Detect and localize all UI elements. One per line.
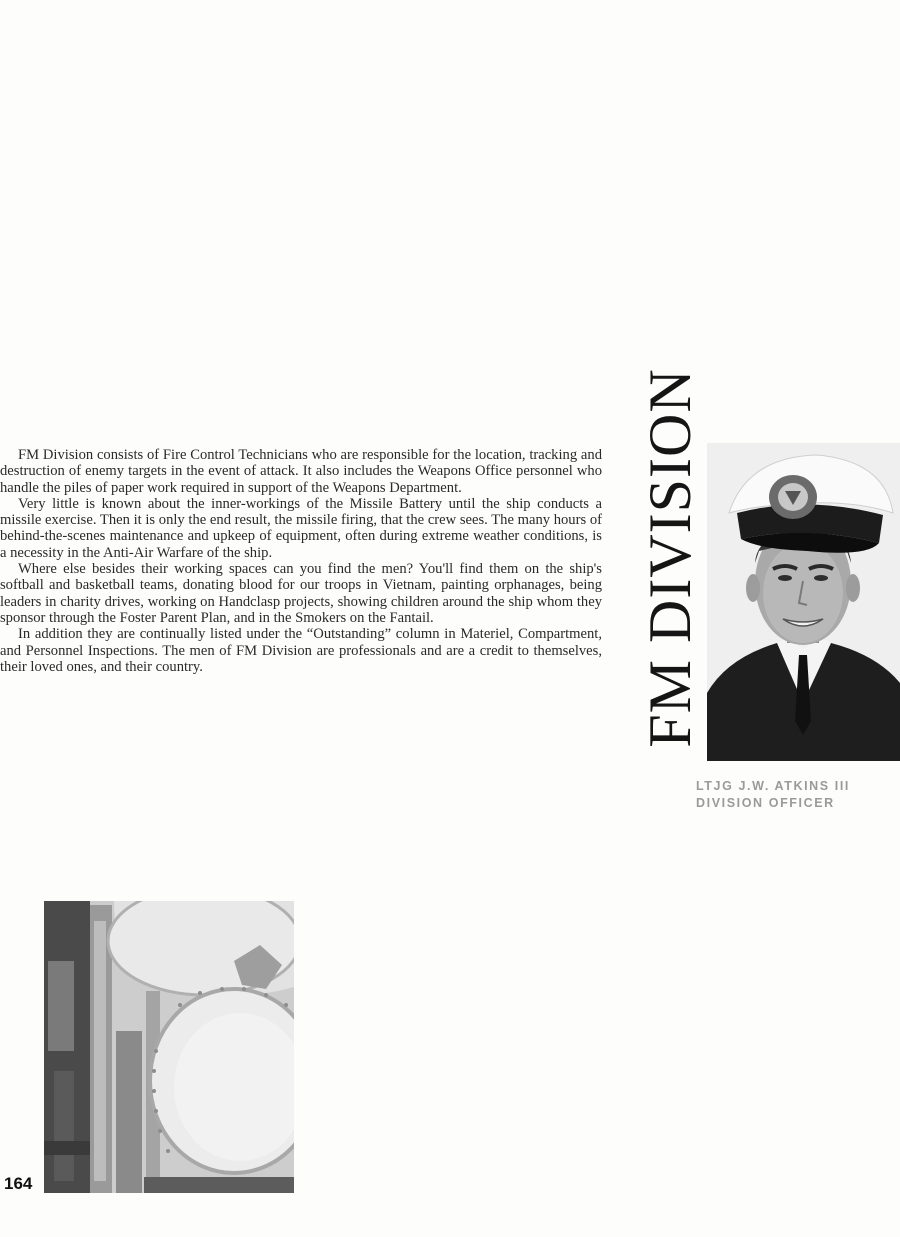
paragraph-1: FM Division consists of Fire Control Technicians who are responsible for the location, tracking and destruction of enemy targets in the event of attack. It also includes the Weapons Office personnel who handle the piles of paper work required in support of the Weapons Department. (0, 447, 602, 496)
officer-name: LTJG J.W. ATKINS III (696, 779, 850, 793)
page-title: FM DIVISION (637, 368, 703, 748)
title-container (632, 354, 708, 762)
paragraph-3: Where else besides their working spaces can you find the men? You'll find them on the ship's softball and basketball teams, donating blood for our troops in Vietnam, painting orphanages, being leaders in charity drives, working on Handclasp projects, showing children around the ship whom they sponsor through the Foster Parent Plan, and in the Smokers on the Fantail. (0, 561, 602, 626)
page-number: 164 (4, 1174, 33, 1193)
missile-battery-photo (44, 901, 294, 1193)
officer-role: DIVISION OFFICER (696, 796, 835, 810)
paragraph-2: Very little is known about the inner-workings of the Missile Battery until the ship conducts a missile exercise. Then it is only the end result, the missile firing, that the crew sees. The many hours of behind-the-scenes maintenance and upkeep of equipment, often during extreme weather conditions, is a necessity in the Anti-Air Warfare of the ship. (0, 495, 602, 561)
portrait-photo (707, 443, 900, 761)
portrait-caption (696, 778, 900, 812)
body-text (0, 447, 602, 675)
paragraph-4: In addition they are continually listed under the “Outstanding” column in Materiel, Compartment, and Personnel Inspections. The men of FM Division are professionals and are a credit to themselves, their loved ones, and their country. (0, 626, 602, 675)
